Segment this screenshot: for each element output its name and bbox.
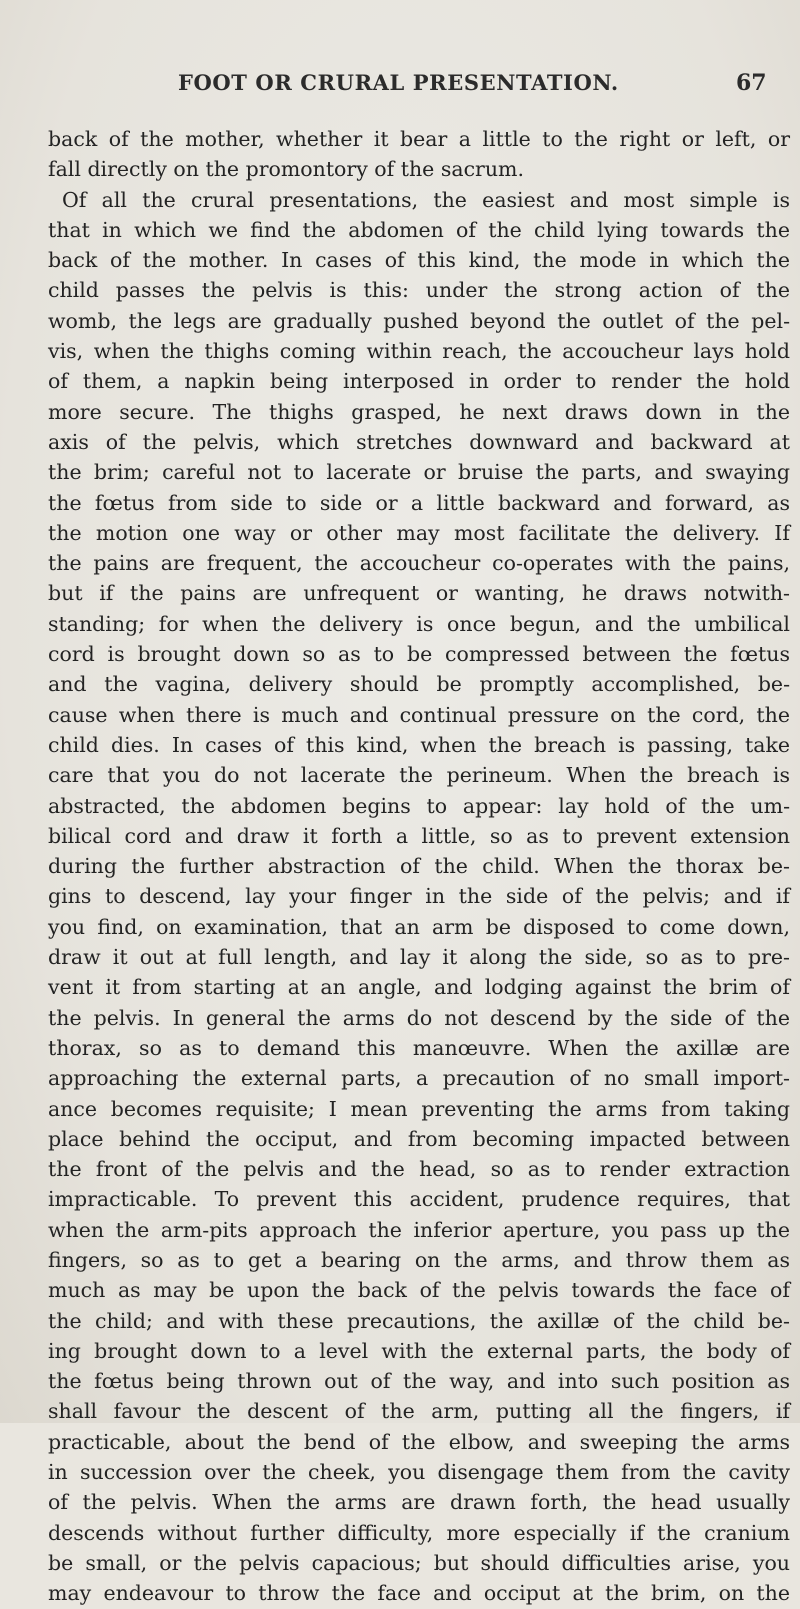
- text-line: impracticable. To prevent this accident, prudence requires, that: [48, 1187, 790, 1212]
- text-line: may endeavour to throw the face and occiput at the brim, on the: [48, 1581, 790, 1606]
- text-line: cord is brought down so as to be compressed between the fœtus: [48, 642, 790, 667]
- text-line: fall directly on the promontory of the sacrum.: [48, 157, 525, 182]
- text-line: the motion one way or other may most facilitate the delivery. If: [48, 520, 790, 545]
- text-line: of them, a napkin being interposed in order to render the hold: [48, 369, 790, 394]
- page-header: [0, 70, 800, 110]
- text-line: in succession over the cheek, you disengage them from the cavity: [48, 1460, 790, 1485]
- text-line: the fœtus being thrown out of the way, and into such position as: [48, 1369, 790, 1394]
- text-line: Of all the crural presentations, the easiest and most simple is: [62, 187, 790, 212]
- text-line: place behind the occiput, and from becoming impacted between: [48, 1126, 790, 1151]
- text-line: much as may be upon the back of the pelvis towards the face of: [48, 1278, 790, 1303]
- text-line: descends without further difficulty, more especially if the cranium: [48, 1520, 790, 1545]
- text-line: bilical cord and draw it forth a little, so as to prevent extension: [48, 823, 790, 848]
- text-line: you find, on examination, that an arm be disposed to come down,: [48, 914, 790, 939]
- body-text: [48, 124, 790, 1609]
- text-line: the pains are frequent, the accoucheur co-operates with the pains,: [48, 551, 790, 576]
- text-line: the brim; careful not to lacerate or bruise the parts, and swaying: [48, 460, 790, 485]
- text-line: child passes the pelvis is this: under the strong action of the: [48, 278, 790, 303]
- text-line: back of the mother, whether it bear a little to the right or left, or: [48, 127, 790, 151]
- text-line: the front of the pelvis and the head, so as to render extraction: [48, 1157, 790, 1182]
- text-line: but if the pains are unfrequent or wanting, he draws notwith-: [48, 581, 790, 606]
- text-line: axis of the pelvis, which stretches downward and backward at: [48, 429, 790, 454]
- text-line: and the vagina, delivery should be promptly accomplished, be-: [48, 672, 790, 697]
- page-number: 67: [736, 70, 767, 96]
- text-line: of the pelvis. When the arms are drawn forth, the head usually: [48, 1490, 790, 1515]
- text-line: ing brought down to a level with the external parts, the body of: [48, 1338, 790, 1363]
- text-line: abstracted, the abdomen begins to appear: lay hold of the um-: [48, 793, 790, 818]
- text-line: back of the mother. In cases of this kind, the mode in which the: [48, 248, 790, 273]
- text-line: the pelvis. In general the arms do not descend by the side of the: [48, 1005, 790, 1030]
- text-line: vis, when the thighs coming within reach, the accoucheur lays hold: [48, 339, 790, 364]
- text-line: cause when there is much and continual pressure on the cord, the: [48, 702, 790, 727]
- text-line: fingers, so as to get a bearing on the arms, and throw them as: [48, 1247, 790, 1272]
- text-line: when the arm-pits approach the inferior aperture, you pass up the: [48, 1217, 790, 1242]
- text-line: the fœtus from side to side or a little backward and forward, as: [48, 490, 790, 515]
- running-title: FOOT OR CRURAL PRESENTATION.: [178, 70, 619, 95]
- text-line: that in which we find the abdomen of the child lying towards the: [48, 217, 790, 242]
- text-line: gins to descend, lay your finger in the side of the pelvis; and if: [48, 884, 790, 909]
- text-line: child dies. In cases of this kind, when the breach is passing, take: [48, 732, 790, 757]
- text-line: during the further abstraction of the child. When the thorax be-: [48, 854, 790, 879]
- text-line: the child; and with these precautions, the axillæ of the child be-: [48, 1308, 790, 1333]
- text-line: standing; for when the delivery is once begun, and the umbilical: [48, 611, 790, 636]
- text-line: be small, or the pelvis capacious; but should difficulties arise, you: [48, 1550, 790, 1575]
- text-line: draw it out at full length, and lay it along the side, so as to pre-: [48, 945, 790, 970]
- text-line: approaching the external parts, a precaution of no small import-: [48, 1066, 790, 1091]
- text-line: shall favour the descent of the arm, putting all the fingers, if: [48, 1399, 790, 1424]
- text-line: vent it from starting at an angle, and lodging against the brim of: [48, 975, 790, 1000]
- text-line: womb, the legs are gradually pushed beyond the outlet of the pel-: [48, 308, 790, 333]
- text-line: ance becomes requisite; I mean preventing the arms from taking: [48, 1096, 790, 1121]
- text-line: care that you do not lacerate the perineum. When the breach is: [48, 763, 790, 788]
- text-line: more secure. The thighs grasped, he next draws down in the: [48, 399, 790, 424]
- text-line: thorax, so as to demand this manœuvre. When the axillæ are: [48, 1035, 790, 1060]
- text-line: practicable, about the bend of the elbow, and sweeping the arms: [48, 1429, 790, 1454]
